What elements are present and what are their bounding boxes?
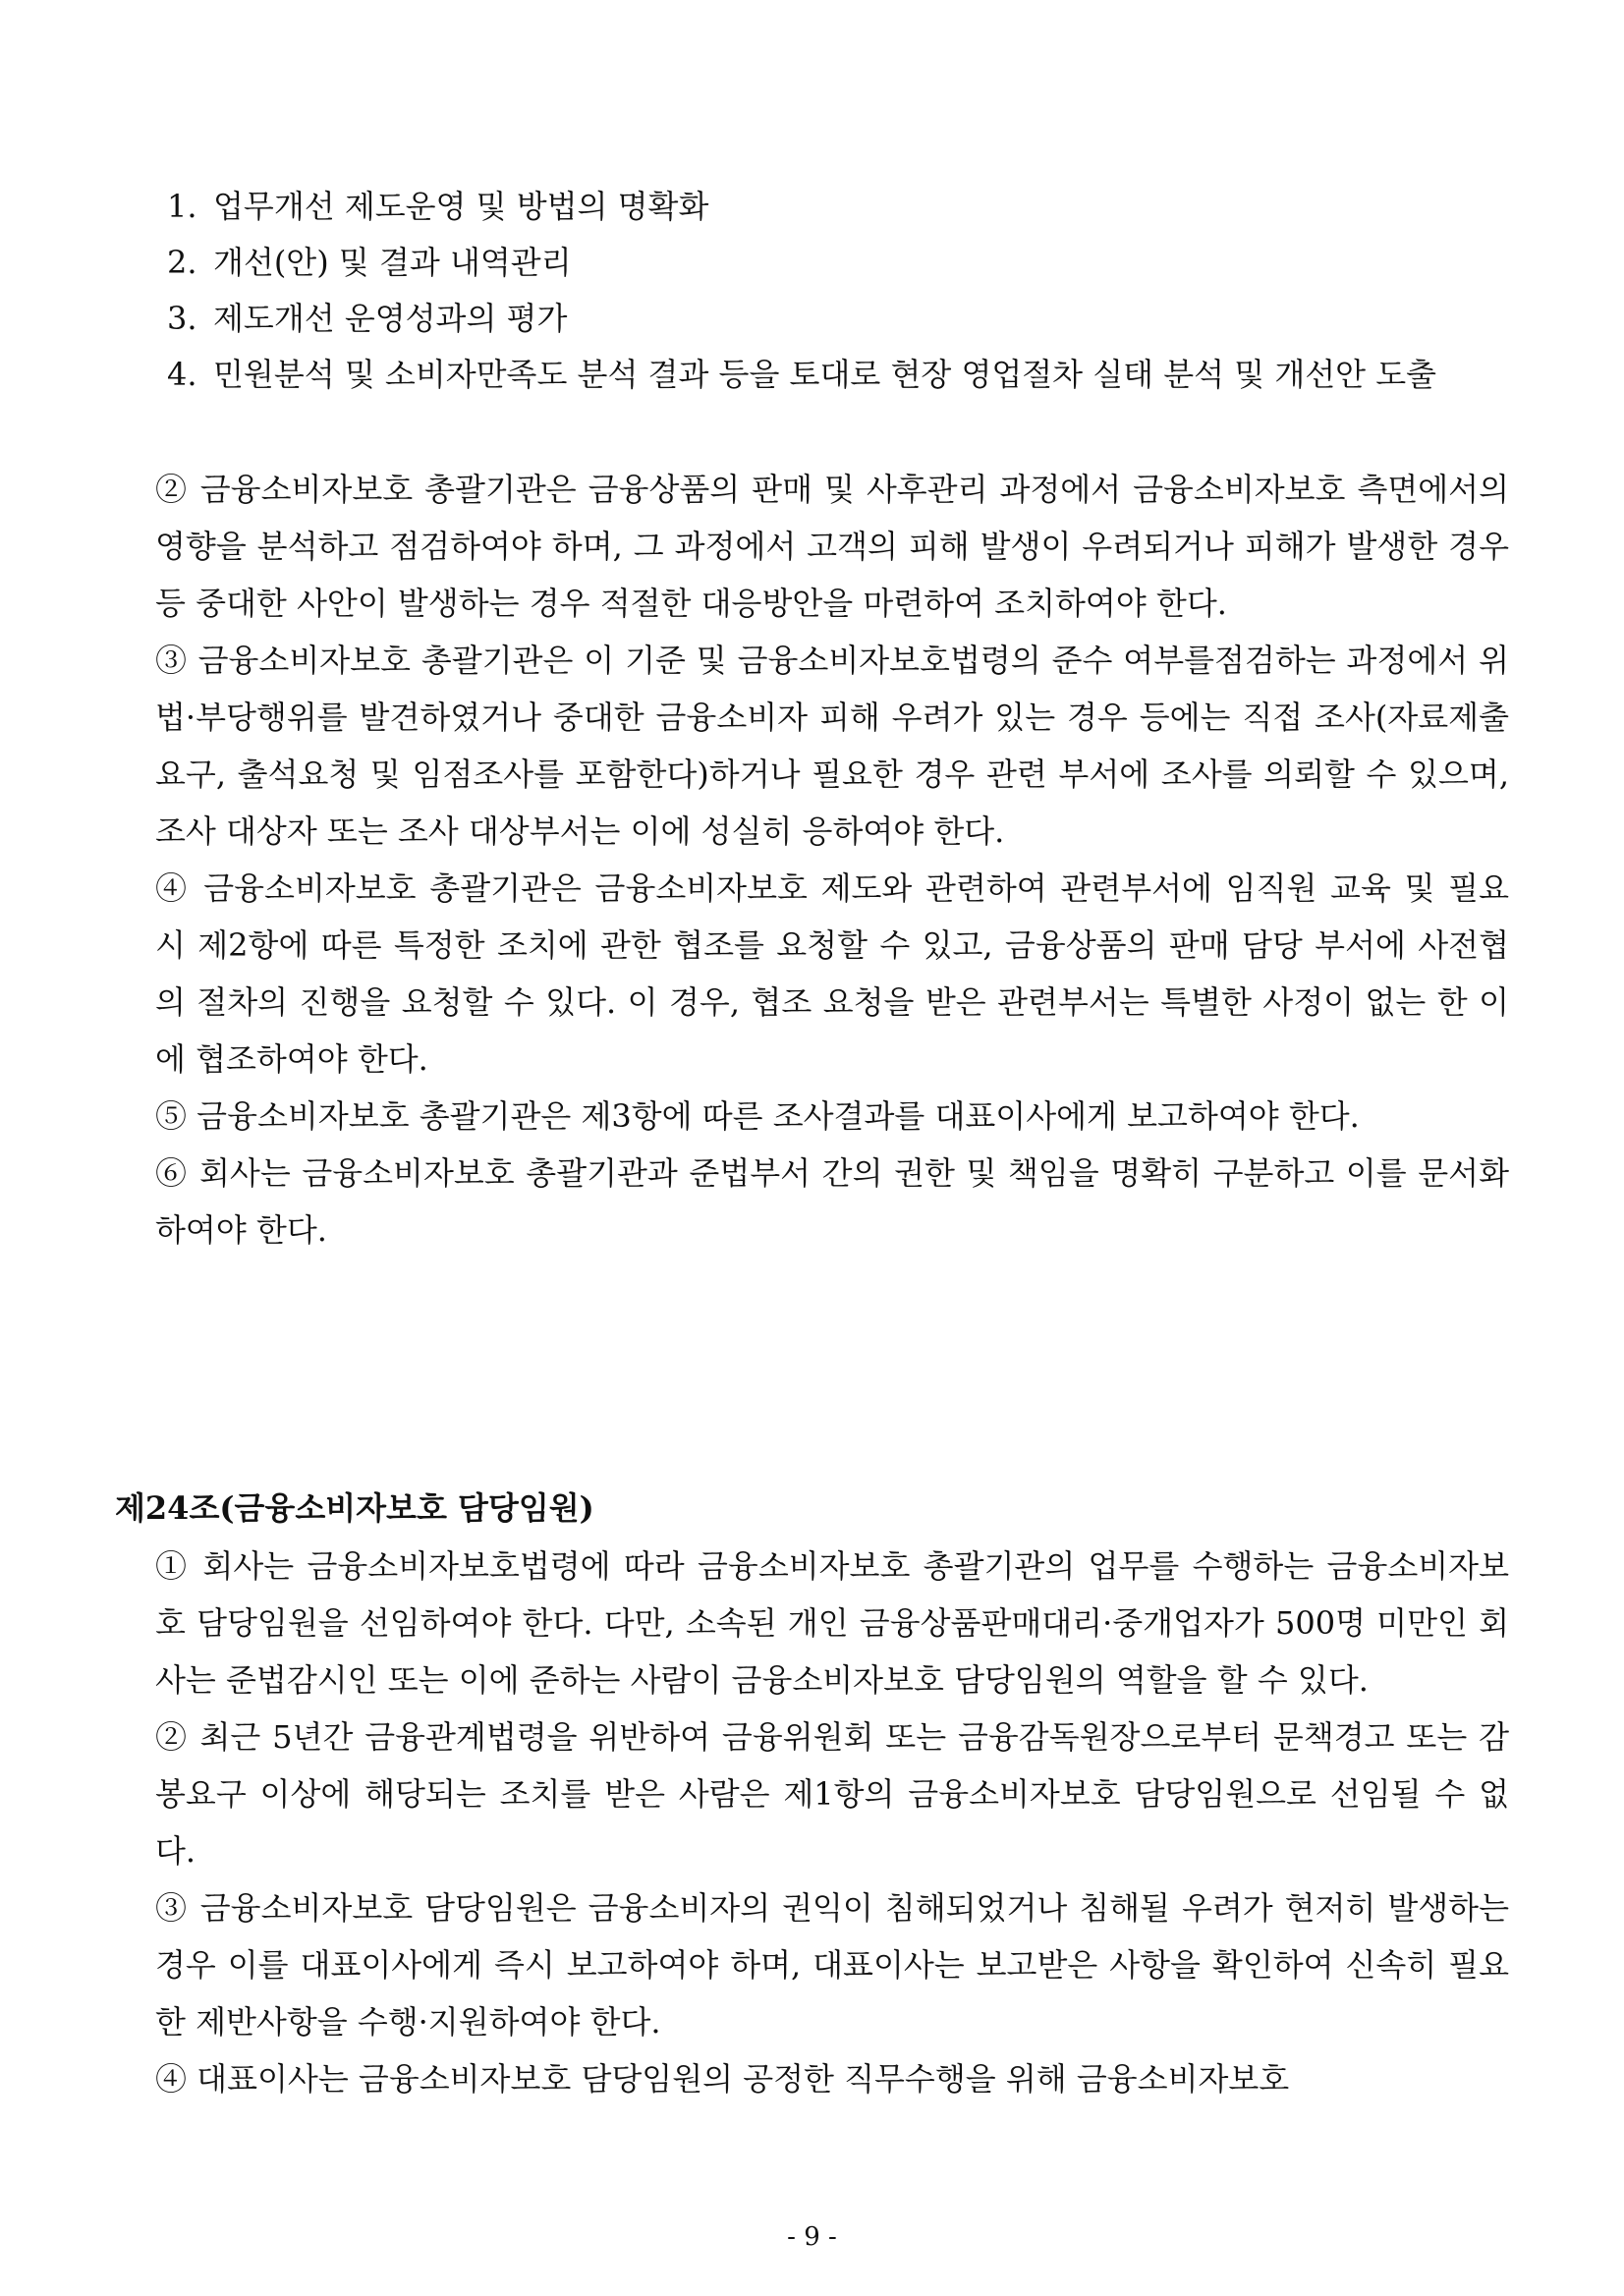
list-text: 민원분석 및 소비자만족도 분석 결과 등을 토대로 현장 영업절차 실태 분석 및 개선안 도출 — [213, 356, 1437, 393]
list-number: 1. — [167, 188, 197, 225]
paragraph-group-b — [155, 1538, 1509, 2107]
list-number: 4. — [167, 356, 197, 393]
list-number: 2. — [167, 244, 197, 281]
paragraph-5: ⑤ 금융소비자보호 총괄기관은 제3항에 따른 조사결과를 대표이사에게 보고하여야 한다. — [155, 1097, 1360, 1135]
list-item — [167, 291, 1509, 347]
list-text: 제도개선 운영성과의 평가 — [213, 300, 568, 337]
paragraph-2: ② 금융소비자보호 총괄기관은 금융상품의 판매 및 사후관리 과정에서 금융소비자보호 측면에서의 영향을 분석하고 점검하여야 하며, 그 과정에서 고객의 피해 발생이 우려되거나 피해가 발생한 경우 등 중대한 사안이 발생하는 경우 적절한 대응방안을 마련하여 조치하여야 한다. — [155, 471, 1509, 622]
paragraph-4: ④ 금융소비자보호 총괄기관은 금융소비자보호 제도와 관련하여 관련부서에 임직원 교육 및 필요 시 제2항에 따른 특정한 조치에 관한 협조를 요청할 수 있고, 금융상품의 판매 담당 부서에 사전협의 절차의 진행을 요청할 수 있다. 이 경우, 협조 요청을 받은 관련부서는 특별한 사정이 없는 한 이에 협조하여야 한다. — [155, 869, 1509, 1078]
article24-paragraph-3: ③ 금융소비자보호 담당임원은 금융소비자의 권익이 침해되었거나 침해될 우려가 현저히 발생하는 경우 이를 대표이사에게 즉시 보고하여야 하며, 대표이사는 보고받은 사항을 확인하여 신속히 필요한 제반사항을 수행·지원하여야 한다. — [155, 1889, 1509, 2041]
list-text: 업무개선 제도운영 및 방법의 명확화 — [213, 188, 709, 225]
article24-paragraph-2: ② 최근 5년간 금융관계법령을 위반하여 금융위원회 또는 금융감독원장으로부터 문책경고 또는 감봉요구 이상에 해당되는 조치를 받은 사람은 제1항의 금융소비자보호 담당임원으로 선임될 수 없다. — [155, 1718, 1509, 1870]
paragraph-3: ③ 금융소비자보호 총괄기관은 이 기준 및 금융소비자보호법령의 준수 여부를점검하는 과정에서 위법·부당행위를 발견하였거나 중대한 금융소비자 피해 우려가 있는 경우 등에는 직접 조사(자료제출 요구, 출석요청 및 임점조사를 포함한다)하거나 필요한 경우 관련 부서에 조사를 의뢰할 수 있으며, 조사 대상자 또는 조사 대상부서는 이에 성실히 응하여야 한다. — [155, 642, 1509, 850]
list-item — [167, 179, 1509, 235]
article24-paragraph-1: ① 회사는 금융소비자보호법령에 따라 금융소비자보호 총괄기관의 업무를 수행하는 금융소비자보호 담당임원을 선임하여야 한다. 다만, 소속된 개인 금융상품판매대리·중개업자가 500명 미만인 회사는 준법감시인 또는 이에 준하는 사람이 금융소비자보호 담당임원의 역할을 할 수 있다. — [155, 1547, 1509, 1699]
article24-paragraph-4: ④ 대표이사는 금융소비자보호 담당임원의 공정한 직무수행을 위해 금융소비자보호 — [155, 2060, 1290, 2098]
page-number: - 9 - — [787, 2222, 837, 2252]
numbered-list — [167, 179, 1509, 403]
list-number: 3. — [167, 300, 197, 337]
paragraph-group-a — [155, 461, 1509, 1259]
paragraph-6: ⑥ 회사는 금융소비자보호 총괄기관과 준법부서 간의 권한 및 책임을 명확히 구분하고 이를 문서화하여야 한다. — [155, 1154, 1509, 1249]
list-item — [167, 347, 1509, 403]
list-text: 개선(안) 및 결과 내역관리 — [213, 244, 572, 281]
list-item — [167, 235, 1509, 291]
article-heading: 제24조(금융소비자보호 담당임원) — [115, 1489, 594, 1527]
